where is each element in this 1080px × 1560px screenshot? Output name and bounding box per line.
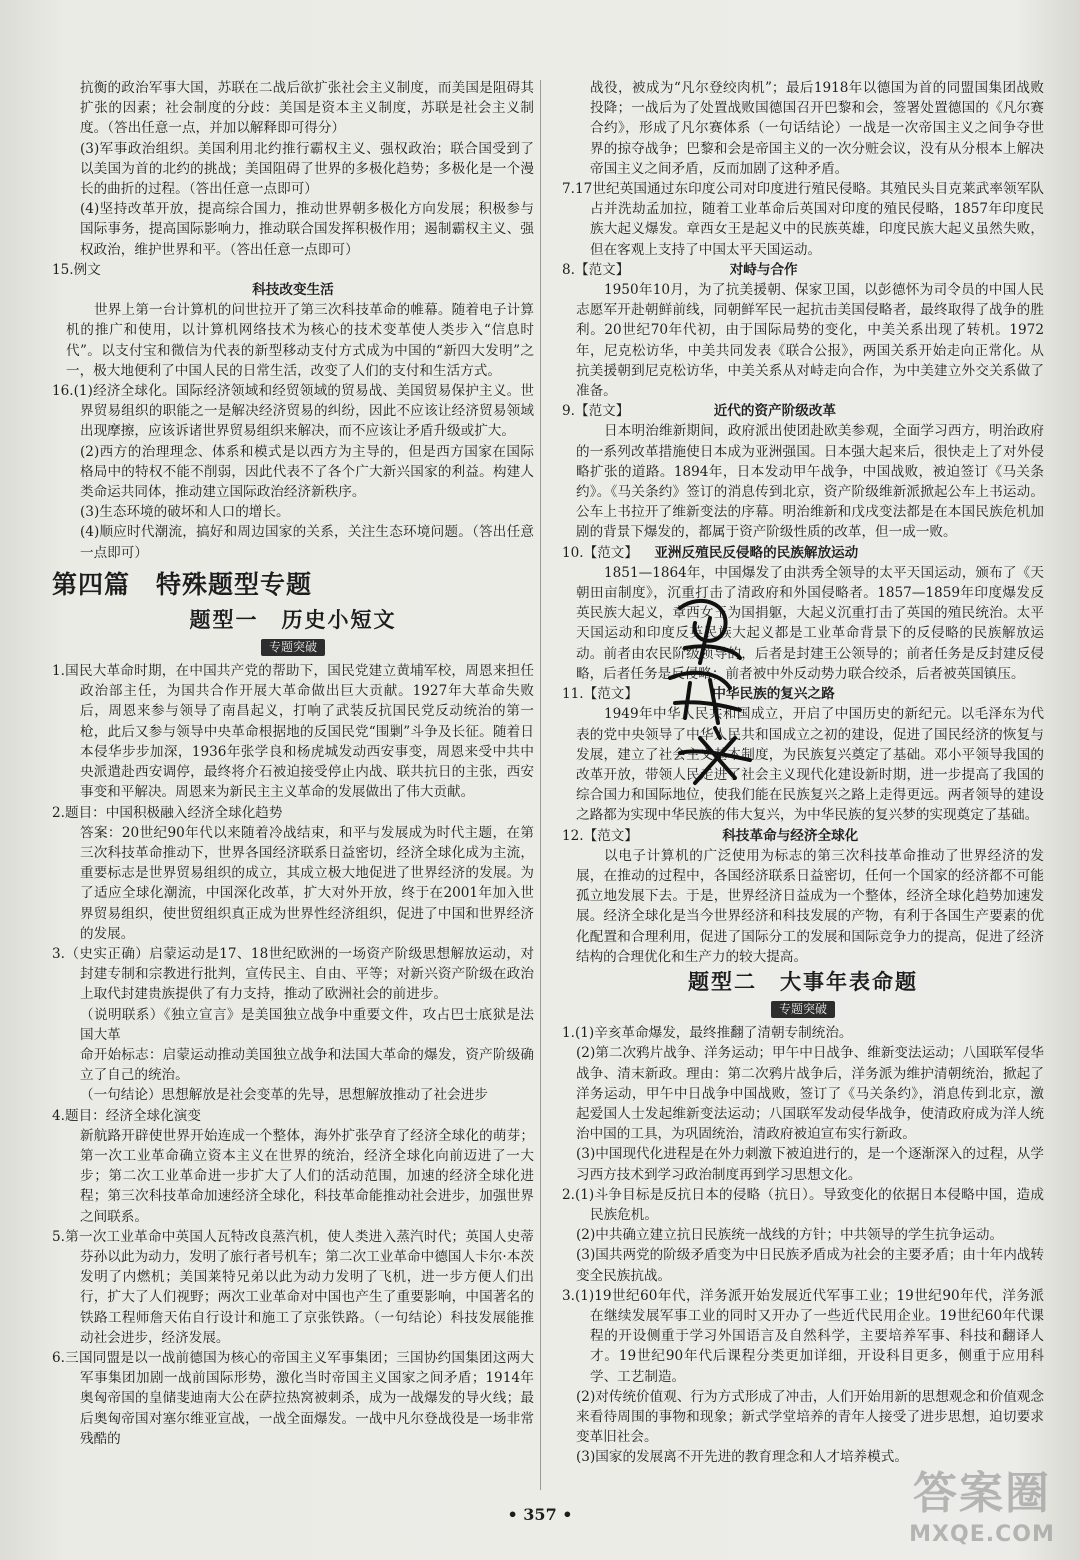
essay-label: 10.【范文】	[562, 544, 638, 561]
answer-paragraph: (4)顺应时代潮流，搞好和周边国家的关系，关注生态环境问题。（答出任意一点即可）	[80, 524, 534, 561]
essay-title: 近代的资产阶级改革	[713, 403, 837, 420]
essay-title: 亚洲反殖民反侵略的民族解放运动	[654, 544, 859, 561]
essay-title: 中华民族的复兴之路	[712, 686, 835, 703]
answer-paragraph: 战役，被成为“凡尔登绞肉机”；最后1918年以德国为首的同盟国集团战败投降；一战后为了处置战败国德国召开巴黎和会，签署处置德国的《凡尔赛合约》，形成了凡尔赛体系（一句话结论）一战是一次帝国主义之间争夺世界的掠夺战争；巴黎和会是帝国主义的一次分赃会议，没有从分根本上解决帝国主义之间矛盾，反而加剧了这种矛盾。	[590, 80, 1044, 177]
answer-paragraph: （一句结论）思想解放是社会变革的先导，思想解放推动了社会进步	[80, 1087, 488, 1104]
essay-heading	[562, 260, 1044, 280]
essay-label: 9.【范文】	[562, 403, 630, 420]
answer-paragraph: 新航路开辟使世界开始连成一个整体，海外扩张孕育了经济全球化的萌芽；第一次工业革命确立资本主义在世界的统治，经济全球化向前迈进了一大步；第二次工业革命进一步扩大了人们的活动范围，加速的经济全球化进程；第三次科技革命加速经济全球化，科技革命能推动社会进步，加强世界之间联系。	[80, 1127, 534, 1225]
right-column	[562, 78, 1044, 1468]
answer-paragraph: (3)国共两党的阶级矛盾变为中日民族矛盾成为社会的主要矛盾；由十年内战转变全民族抗战。	[576, 1247, 1044, 1284]
answer-paragraph: (3)中国现代化进程是在外力刺激下被迫进行的，是一个逐渐深入的过程，从学习西方技术到学习政治制度再到学习思想文化。	[576, 1146, 1044, 1183]
answer-paragraph: (3)国家的发展离不开先进的教育理念和人才培养模式。	[576, 1449, 908, 1466]
section-title: 题型二 大事年表命题	[688, 969, 918, 994]
essay-body: 世界上第一台计算机的问世拉开了第三次科技革命的帷幕。随着电子计算机的推广和使用，以计算机网络技术为核心的技术变革使人类步入“信息时代”。以支付宝和微信为代表的新型移动支付方式成为中国的“新四大发明”之一，极大地便利了中国人民的日常生活，改变了人们的支付和生活方式。	[66, 302, 534, 379]
essay-body: 1851—1864年，中国爆发了由洪秀全领导的太平天国运动，颁布了《天朝田亩制度》，沉重打击了清政府和外国侵略者。1857—1859年印度爆发反英民族大起义，章西女王为国捐躯，大起义沉重打击了英国的殖民统治。太平天国运动和印度反英民族大起义都是工业革命背景下的反侵略的民族解放运动。前者由农民阶级领导的，后者是封建王公领导的；前者任务是反封建反侵略，后者任务是反侵略；前者被中外反动势力联合绞杀，后者被英国镇压。	[576, 564, 1044, 682]
answer-paragraph: (4)坚持改革开放，提高综合国力，推动世界朝多极化方向发展；积极参与国际事务，提高国际影响力，推动联合国发挥积极作用；遏制霸权主义、强权政治，维护世界和平。（答出任意一点即可）	[80, 201, 534, 258]
answer-paragraph: (2)第二次鸦片战争、洋务运动；甲午中日战争、维新变法运动；八国联军侵华战争、清末新政。理由：第二次鸦片战争后，洋务派为维护清朝统治，掀起了洋务运动，甲午中日战争中国战败，签订了《马关条约》，消息传到北京，激起爱国人士发起维新变法运动；八国联军发动侵华战争，使清政府成为洋人统治中国的工具，为巩固统治，清政府被迫宣布实行新政。	[576, 1045, 1044, 1143]
answer-paragraph: 2.题目：中国积极融入经济全球化趋势	[52, 804, 283, 821]
answer-paragraph: 1.国民大革命时期，在中国共产党的帮助下，国民党建立黄埔军校，周恩来担任政治部主任，为国共合作开展大革命做出巨大贡献。1927年大革命失败后，周恩来参与领导了南昌起义，打响了武装反抗国民党反动统治的第一枪，此后又参与领导中央革命根据地的反国民党“围剿”斗争及长征。随着日本侵华步步加深，1936年张学良和杨虎城发动西安事变，周恩来受中共中央派遣赴西安调停，最终将介石被迫接受停止内战、联共抗日的主张，西安事变和平解决。周恩来为新民主主义革命的发展做出了伟大贡献。	[52, 663, 534, 801]
essay-body: 以电子计算机的广泛使用为标志的第三次科技革命推动了世界经济的发展，在推动的过程中，各国经济联系日益密切，任何一个国家的经济都不可能孤立地发展下去。于是，世界经济日益成为一个整体，经济全球化趋势加速发展。经济全球化是当今世界经济和科技发展的产物，有利于各国生产要素的优化配置和合理利用，促进了国际分工的发展和国际竞争力的提高，促进了经济结构的合理优化和生产力的较大提高。	[576, 847, 1044, 965]
topic-badge: 专题突破	[771, 1001, 835, 1018]
left-column	[52, 78, 534, 1449]
essay-heading	[562, 826, 1044, 846]
essay-title: 对峙与合作	[729, 261, 798, 278]
page-number: • 357 •	[507, 1505, 573, 1524]
essay-body: 1950年10月，为了抗美援朝、保家卫国，以彭德怀为司令员的中国人民志愿军开赴朝鲜前线，同朝鲜军民一起抗击美国侵略者，最终取得了战争的胜利。20世纪70年代初，由于国际局势的变化，中美关系出现了转机。1972年，尼克松访华，中美共同发表《联合公报》，两国关系开始走向正常化。从抗美援朝到尼克松访华，中美关系从对峙走向合作，为中美建立外交关系做了准备。	[576, 282, 1044, 400]
watermark-logo	[892, 1466, 1072, 1556]
answer-paragraph: (2)对传统价值观、行为方式形成了冲击，人们开始用新的思想观念和价值观念来看待周围的事物和现象；新式学堂培养的青年人接受了进步思想，迫切要求变革旧社会。	[576, 1388, 1044, 1446]
answer-paragraph: 3.(1)19世纪60年代，洋务派开始发展近代军事工业；19世纪90年代，洋务派在继续发展军事工业的同时又开办了一些近代民用企业。19世纪60年代课程的开设侧重于学习外国语言及自然科学，主要培养军事、科技和翻译人才。19世纪90年代后课程分类更加详细，开设科目更多，侧重于应用科学、工艺制造。	[562, 1287, 1044, 1385]
answer-paragraph: 命开始标志：启蒙运动推动美国独立战争和法国大革命的爆发，资产阶级确立了自己的统治。	[80, 1046, 534, 1084]
answer-paragraph: (2)中共确立建立抗日民族统一战线的方针；中共领导的学生抗争运动。	[576, 1227, 1004, 1244]
essay-heading	[562, 684, 1044, 704]
answer-paragraph: 3.（史实正确）启蒙运动是17、18世纪欧洲的一场资产阶级思想解放运动，对封建专制和宗教进行批判，宣传民主、自由、平等；对新兴资产阶级在政治上取代封建贵族提供了有力支持，推动了欧洲社会的前进步。	[52, 945, 534, 1003]
essay-heading	[562, 401, 1044, 421]
section-title: 题型一 历史小短文	[189, 607, 397, 632]
essay-title: 科技改变生活	[252, 282, 334, 299]
answer-paragraph: 16.(1)经济全球化。国际经济领域和经贸领域的贸易战、美国贸易保护主义。世界贸易组织的职能之一是解决经济贸易的纠纷，因此不应该让经济贸易领域出现摩擦，应该诉诸世界贸易组织来解决，而不应该让矛盾升级或扩大。	[52, 383, 534, 440]
watermark-url: MXQE.COM	[909, 1522, 1055, 1547]
answer-paragraph: (2)西方的治理理念、体系和模式是以西方为主导的，但是西方国家在国际格局中的特权不能不削弱，因此代表不了各个广大新兴国家的利益。构建人类命运共同体，推动建立国际政治经济新秩序。	[80, 443, 534, 501]
answer-paragraph: 1.(1)辛亥革命爆发，最终推翻了清朝专制统治。	[562, 1025, 853, 1042]
handwriting-scribble	[640, 588, 770, 798]
answer-paragraph: 4.题目：经济全球化演变	[52, 1107, 201, 1124]
topic-badge: 专题突破	[261, 639, 325, 656]
essay-body: 1949年中华人民共和国成立，开启了中国历史的新纪元。以毛泽东为代表的党中央领导了中华人民共和国成立之初的建设，促进了国民经济的恢复与发展，建立了社会主义基本制度，为民族复兴奠定了基础。邓小平领导我国的改革开放，带领人民走进了社会主义现代化建设新时期，进一步提高了我国的综合国力和国际地位，使我们能在民族复兴之路上走得更远。两者领导的建设之路都为实现中华民族的伟大复兴，为中华民族的复兴梦的实现奠定了基础。	[576, 706, 1044, 824]
answer-paragraph: （说明联系）《独立宣言》是美国独立战争中重要文件，攻占巴士底狱是法国大革	[80, 1006, 534, 1043]
essay-heading	[562, 543, 1044, 563]
essay-label: 12.【范文】	[562, 827, 638, 844]
essay-title: 科技革命与经济全球化	[722, 827, 859, 844]
answer-paragraph: 5.第一次工业革命中英国人瓦特改良蒸汽机，使人类进入蒸汽时代；英国人史蒂芬孙以此为动力，发明了旅行者号机车；第二次工业革命中德国人卡尔·本茨发明了内燃机；美国莱特兄弟以此为动力发明了飞机，进一步方便人们出行，扩大了人们视野；两次工业革命对中国也产生了重要影响，中国著名的铁路工程师詹天佑自行设计和施工了京张铁路。（一句结论）科技发展能推动社会进步，经济发展。	[52, 1228, 534, 1346]
column-divider	[540, 80, 541, 1490]
essay-label: 8.【范文】	[562, 261, 630, 278]
watermark-text: 答案圈	[913, 1468, 1051, 1519]
badge-wrap	[562, 999, 1044, 1019]
answer-paragraph: (3)军事政治组织。美国利用北约推行霸权主义、强权政治；联合国受到了以美国为首的北约的挑战；美国阻碍了世界的多极化趋势；多极化是一个漫长的曲折的过程。（答出任意一点即可）	[80, 140, 534, 198]
question-number: 15.例文	[52, 261, 101, 278]
answer-paragraph: 抗衡的政治军事大国，苏联在二战后欲扩张社会主义制度，而美国是阻碍其扩张的因素；社会制度的分歧：美国是资本主义制度，苏联是社会主义制度。（答出任意一点，并加以解释即可得分）	[80, 80, 534, 137]
essay-label: 11.【范文】	[562, 686, 638, 703]
essay-body: 日本明治维新期间，政府派出使团赴欧美参观，全面学习西方，明治政府的一系列改革措施使日本成为亚洲强国。日本强大起来后，很快走上了对外侵略扩张的道路。1894年，日本发动甲午战争，中国战败，被迫签订《马关条约》。《马关条约》签订的消息传到北京，资产阶级维新派掀起公车上书运动。公车上书拉开了维新变法的序幕。明治维新和戊戌变法都是在本国民族危机加剧的背景下爆发的，都属于资产阶级性质的改革，但一成一败。	[576, 423, 1044, 541]
answer-paragraph: 2.(1)斗争目标是反抗日本的侵略（抗日）。导致变化的依据日本侵略中国，造成民族危机。	[562, 1186, 1044, 1223]
answer-paragraph: 7.17世纪英国通过东印度公司对印度进行殖民侵略。其殖民头目克莱武率领军队占并洗劫孟加拉，随着工业革命后英国对印度的殖民侵略，1857年印度民族大起义爆发。章西女王是起义中的民族英雄，印度民族大起义虽然失败，但在客观上支持了中国太平天国运动。	[562, 181, 1044, 258]
answer-paragraph: 答案：20世纪90年代以来随着冷战结束，和平与发展成为时代主题，在第三次科技革命推动下，世界各国经济联系日益密切，经济全球化成为主流，重要标志是世界贸易组织的成立，其成立极大地促进了世界经济的发展。为了适应全球化潮流，中国深化改革，扩大对外开放，终于在2001年加入世界贸易组织，使世贸组织真正成为世界性经济组织，促进了中国和世界经济的发展。	[80, 824, 534, 942]
answer-paragraph: 6.三国同盟是以一战前德国为核心的帝国主义军事集团；三国协约国集团这两大军事集团加剧一战前国际形势，激化当时帝国主义国家之间矛盾；1914年奥匈帝国的皇储斐迪南大公在萨拉热窝被刺杀，成为一战爆发的导火线；最后奥匈帝国对塞尔维亚宣战，一战全面爆发。一战中凡尔登战役是一场非常残酷的	[52, 1349, 534, 1447]
answer-paragraph: (3)生态环境的破坏和人口的增长。	[80, 504, 290, 521]
part-title: 第四篇 特殊题型专题	[52, 569, 313, 599]
badge-wrap	[52, 637, 534, 657]
